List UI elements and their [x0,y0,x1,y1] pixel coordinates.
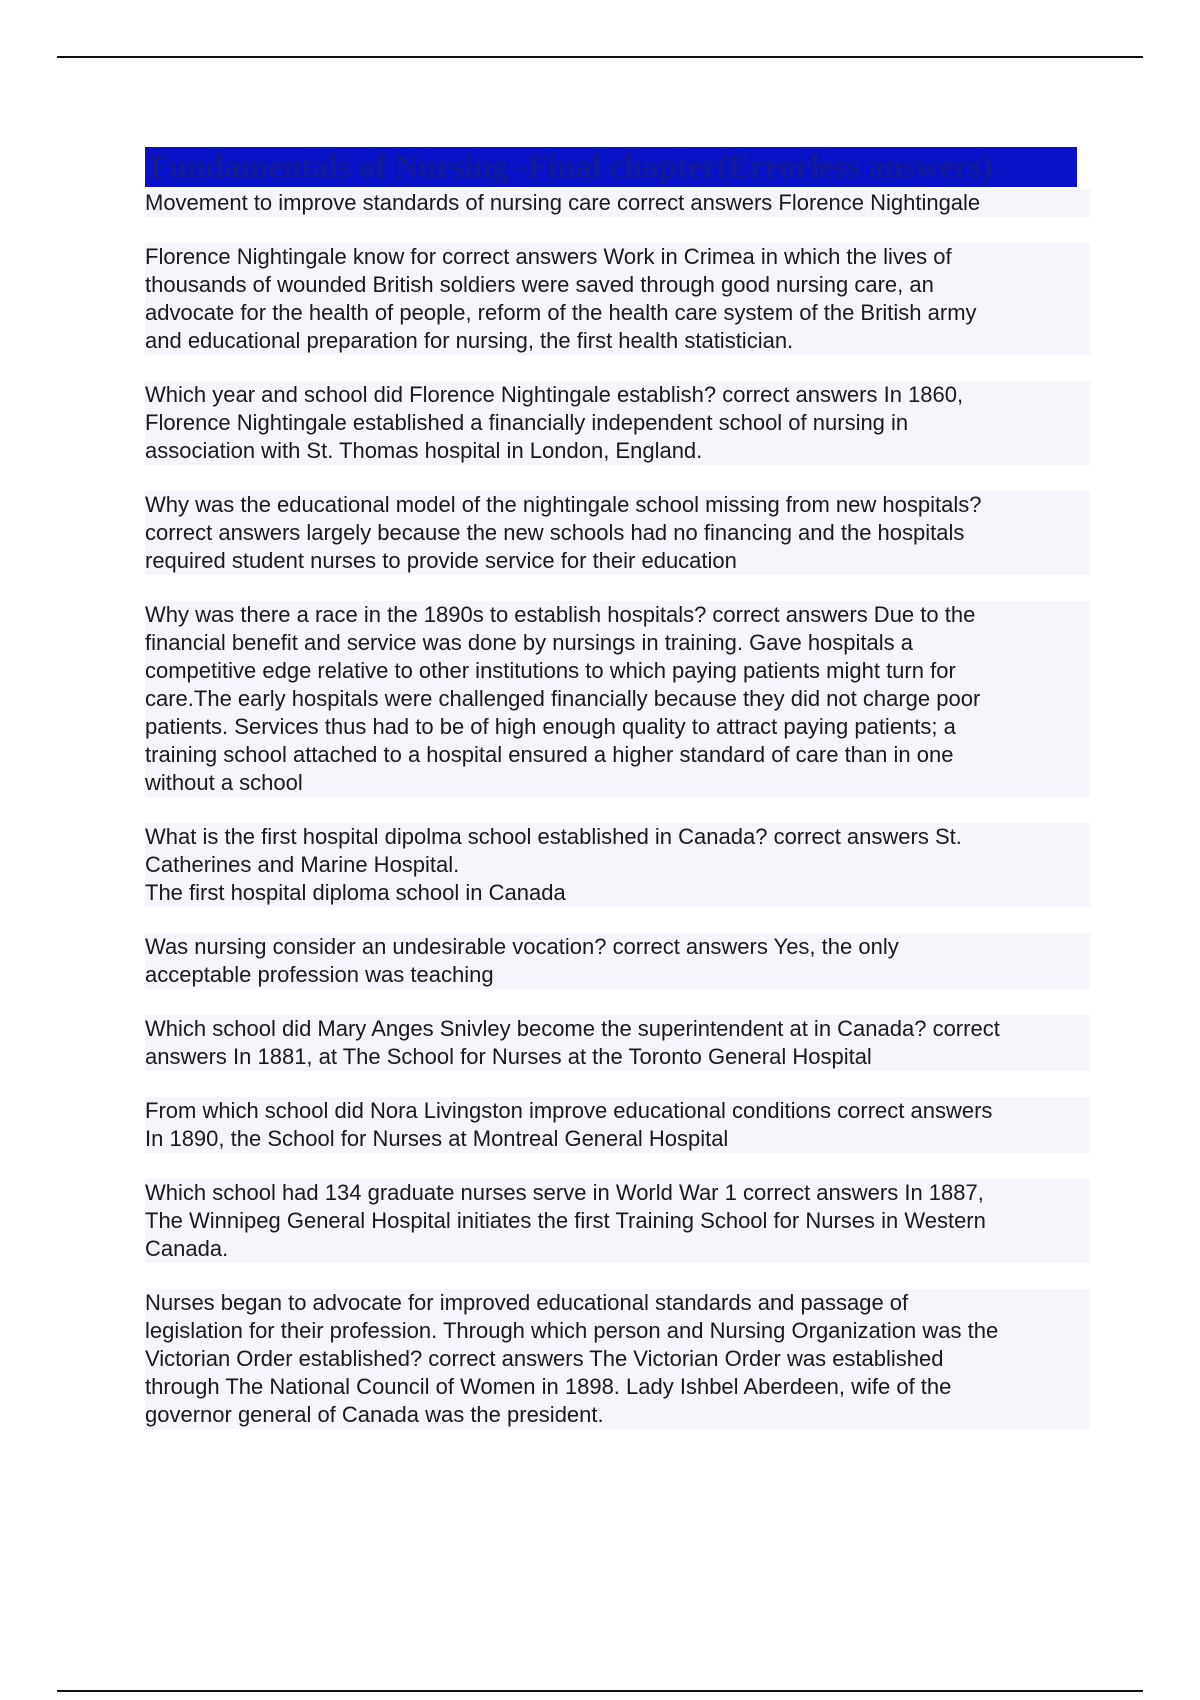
qa-entry: Movement to improve standards of nursing care correct answers Florence Nightingale [145,189,1090,217]
document-body [145,147,1090,1429]
qa-entry: Florence Nightingale know for correct answers Work in Crimea in which the lives of thousands of wounded British soldiers were saved through good nursing care, an advocate for the health of people, reform of the health care system of the British army and educational preparation for nursing, the first health statistician. [145,243,1090,355]
qa-entry: Which year and school did Florence Nightingale establish? correct answers In 1860, Florence Nightingale established a financially independent school of nursing in association with St. Thomas hospital in London, England. [145,381,1090,465]
qa-entry: Which school did Mary Anges Snivley become the superintendent at in Canada? correct answers In 1881, at The School for Nurses at the Toronto General Hospital [145,1015,1090,1071]
qa-entry: Nurses began to advocate for improved educational standards and passage of legislation for their profession. Through which person and Nursing Organization was the Victorian Order established? correct answers The Victorian Order was established through The National Council of Women in 1898. Lady Ishbel Aberdeen, wife of the governor general of Canada was the president. [145,1289,1090,1429]
qa-entry: From which school did Nora Livingston improve educational conditions correct answers In 1890, the School for Nurses at Montreal General Hospital [145,1097,1090,1153]
footer-rule [57,1690,1143,1692]
qa-entry: What is the first hospital dipolma school established in Canada? correct answers St. Catherines and Marine Hospital. The first hospital diploma school in Canada [145,823,1090,907]
header-rule [57,56,1143,58]
qa-entry: Why was there a race in the 1890s to establish hospitals? correct answers Due to the financial benefit and service was done by nursings in training. Gave hospitals a competitive edge relative to other institutions to which paying patients might turn for care.The early hospitals were challenged financially because they did not charge poor patients. Services thus had to be of high enough quality to attract paying patients; a training school attached to a hospital ensured a higher standard of care than in one without a school [145,601,1090,797]
qa-entry: Why was the educational model of the nightingale school missing from new hospitals? correct answers largely because the new schools had no financing and the hospitals required student nurses to provide service for their education [145,491,1090,575]
document-title: Fundamentals of Nursing -Final chapter(Errorless answers) [145,147,1077,187]
qa-entry: Was nursing consider an undesirable vocation? correct answers Yes, the only acceptable profession was teaching [145,933,1090,989]
qa-entry: Which school had 134 graduate nurses serve in World War 1 correct answers In 1887, The Winnipeg General Hospital initiates the first Training School for Nurses in Western Canada. [145,1179,1090,1263]
